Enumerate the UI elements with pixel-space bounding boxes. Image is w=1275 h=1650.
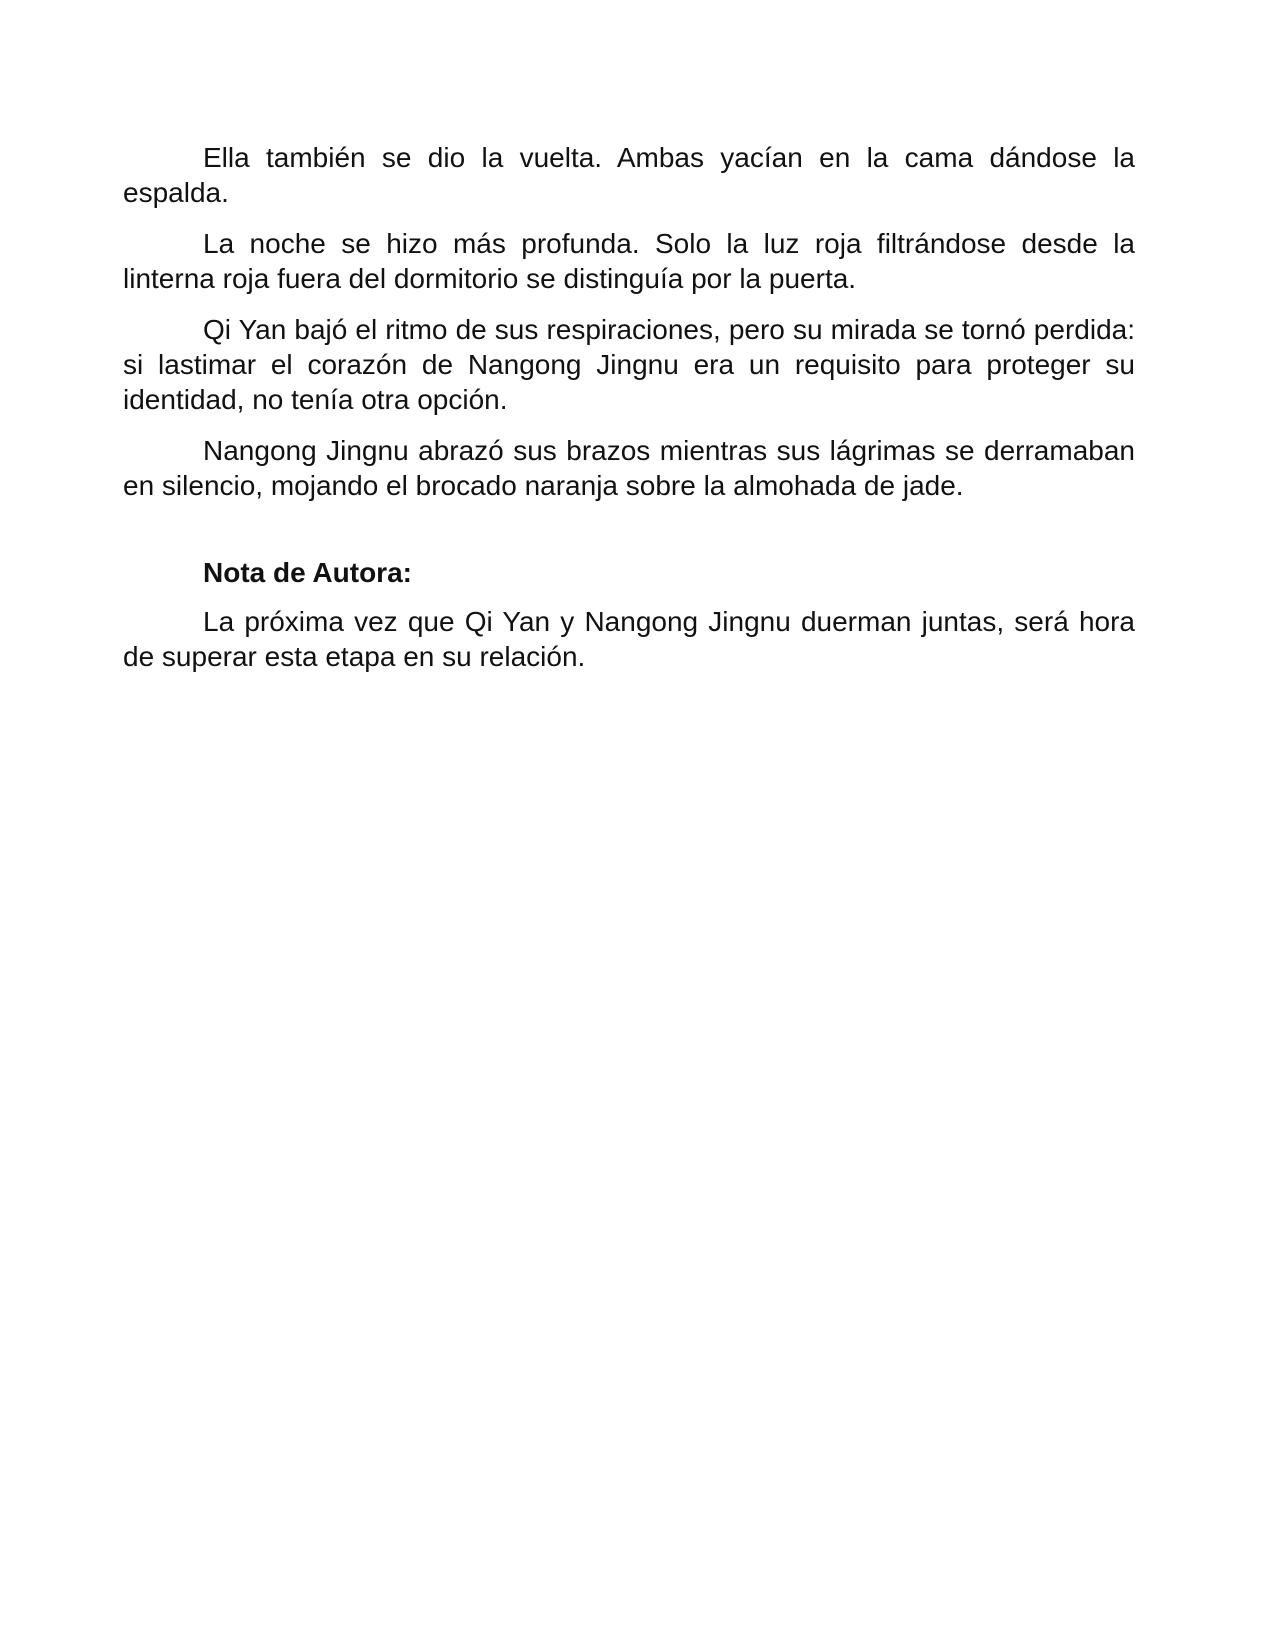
paragraph-2: La noche se hizo más profunda. Solo la luz roja filtrándose desde la linterna roja fuera del dormitorio se distinguía por la puerta. <box>123 228 1135 294</box>
section-spacer <box>123 519 1135 555</box>
paragraph-1: Ella también se dio la vuelta. Ambas yacían en la cama dándose la espalda. <box>123 142 1135 208</box>
paragraph-3: Qi Yan bajó el ritmo de sus respiraciones, pero su mirada se tornó perdida: si lastimar el corazón de Nangong Jingnu era un requisito para proteger su identidad, no tenía otra opción. <box>123 314 1135 415</box>
author-note-heading: Nota de Autora: <box>203 557 412 588</box>
document-body <box>123 140 1135 690</box>
author-note-text: La próxima vez que Qi Yan y Nangong Jingnu duerman juntas, será hora de superar esta etapa en su relación. <box>123 606 1135 672</box>
paragraph-4: Nangong Jingnu abrazó sus brazos mientras sus lágrimas se derramaban en silencio, mojando el brocado naranja sobre la almohada de jade. <box>123 435 1135 501</box>
